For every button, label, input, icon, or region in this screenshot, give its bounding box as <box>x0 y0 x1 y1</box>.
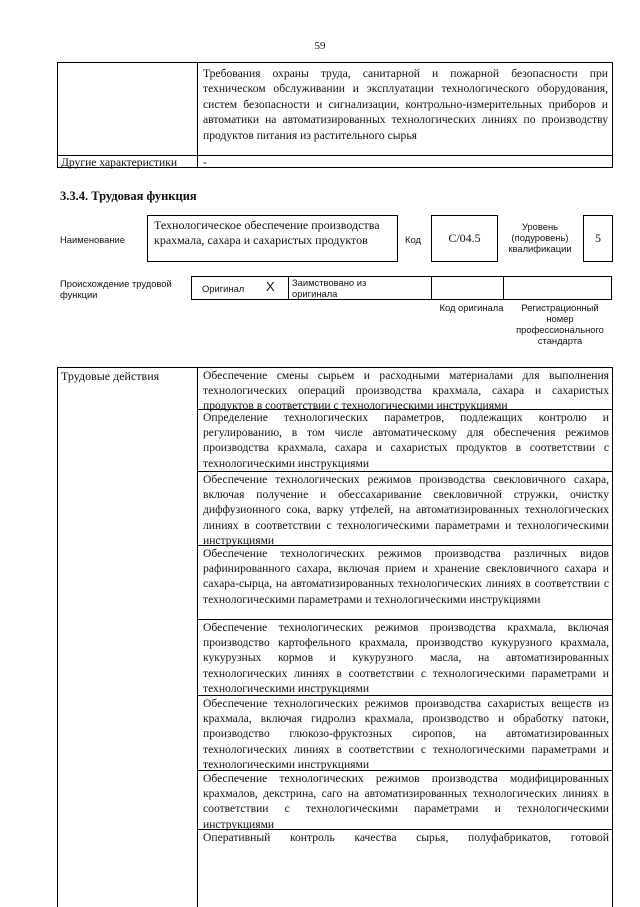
original-mark: X <box>266 279 275 294</box>
labor-action-item: Обеспечение технологических режимов производства крахмала, включая производство картофельного крахмала, производство кукурузного крахмала, кукурузных кормов и кукурузного масла, на автоматизированных технологических линиях в соответствии с технологическими параметрами и технологическими инструкциями <box>198 620 612 696</box>
requirements-text: Требования охраны труда, санитарной и пожарной безопасности при техническом обслуживании и эксплуатации технологического оборудования, систем безопасности и сигнализации, контрольно-измерительных приборов и автоматики на автоматизированных технологических линиях по производству продуктов питания из растительного сырья <box>203 67 608 142</box>
labor-action-item: Оперативный контроль качества сырья, полуфабрикатов, готовой <box>203 831 609 844</box>
table-divider <box>503 277 504 299</box>
labor-action-item: Определение технологических параметров, подлежащих контролю и регулированию, в том числе автоматическому для обеспечения режимов производства крахмала, сахара и сахаристых продуктов в соответствии с технологическими инструкциями <box>198 410 612 472</box>
other-characteristics-label: Другие характеристики <box>61 156 178 169</box>
registration-number-caption: Регистрационный номер профессионального стандарта <box>516 302 604 346</box>
original-code-caption: Код оригинала <box>439 302 504 313</box>
name-value: Технологическое обеспечение производства крахмала, сахара и сахаристых продуктов <box>147 215 398 262</box>
labor-actions-table <box>57 367 613 907</box>
labor-action-item: Обеспечение технологических режимов производства сахаристых веществ из крахмала, включая гидролиз крахмала, производство и обработку патоки, производство глюкозо-фруктозных сиропов, на автоматизированных технологических линиях в соответствии с технологическими параметрами и технологическими инструкциями <box>198 696 612 771</box>
labor-action-item: Обеспечение смены сырьем и расходными материалами для выполнения технологических операций производства крахмала, сахара и сахаристых продуктов в соответствии с технологическими инструкциями <box>198 368 612 410</box>
level-label: Уровень (подуровень) квалификации <box>508 221 572 254</box>
table-divider <box>288 277 289 299</box>
other-characteristics-value: - <box>203 156 207 169</box>
table-divider <box>431 277 432 299</box>
original-label: Оригинал <box>202 283 245 294</box>
table-divider <box>197 63 198 167</box>
section-title: 3.3.4. Трудовая функция <box>60 189 197 203</box>
name-label: Наименование <box>60 234 125 245</box>
labor-actions-label: Трудовые действия <box>61 369 160 383</box>
code-value: С/04.5 <box>431 215 498 262</box>
origin-label: Происхождение трудовой функции <box>60 278 172 300</box>
level-value: 5 <box>583 215 613 262</box>
labor-action-item: Обеспечение технологических режимов производства модифицированных крахмалов, декстрина, саго на автоматизированных технологических линиях в соответствии с технологическими параметрами и технологическими инструкциями <box>198 771 612 830</box>
page-number: 59 <box>314 40 326 52</box>
labor-action-item: Обеспечение технологических режимов производства различных видов рафинированного сахара, включая прием и хранение свекловичного сахара и сахара-сырца, на автоматизированных технологических линиях в соответствии с технологическими параметрами и технологическими инструкциями <box>198 546 612 620</box>
requirements-table <box>57 62 613 168</box>
borrowed-label: Заимствовано из оригинала <box>292 277 367 299</box>
code-label: Код <box>405 234 421 245</box>
labor-action-item: Обеспечение технологических режимов производства свекловичного сахара, включая получение и обессахаривание свекловичной стружки, очистку диффузионного сока, варку утфелей, на автоматизированных технологических линиях в соответствии с технологическими параметрами и технологическими инструкциями <box>198 472 612 546</box>
origin-table <box>191 276 612 300</box>
